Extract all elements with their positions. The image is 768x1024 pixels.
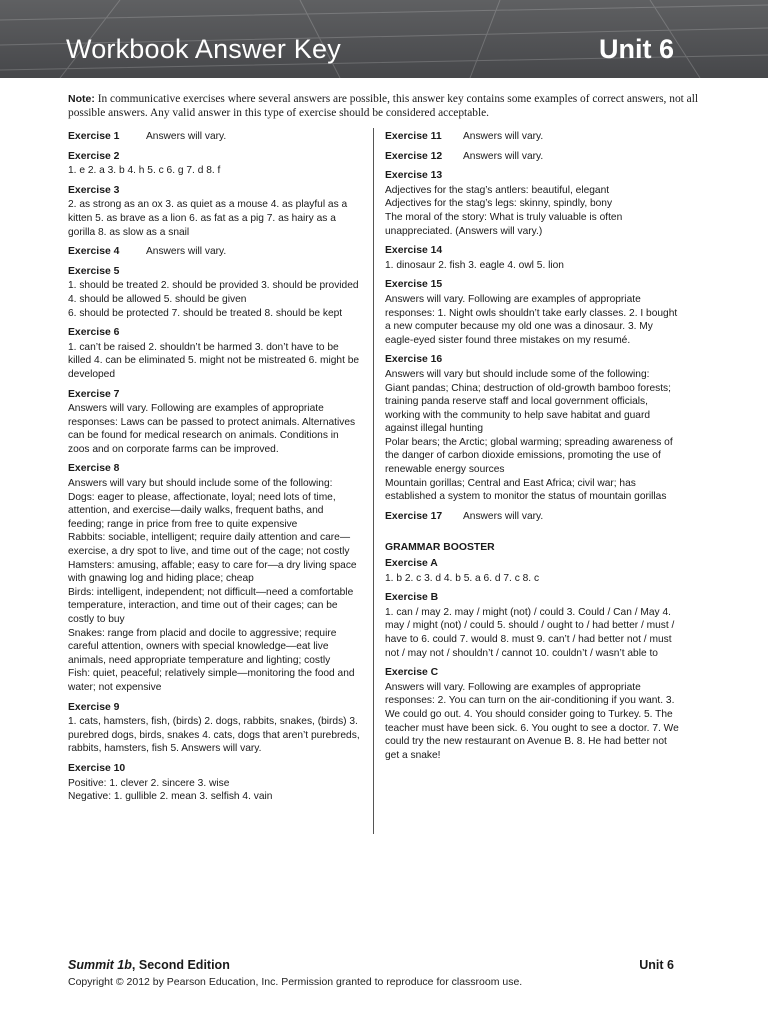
exercise-answer: Negative: 1. gullible 2. mean 3. selfish 4. vain <box>68 791 273 803</box>
note-label: Note: <box>68 93 95 105</box>
exercise-heading: Exercise B <box>385 592 439 604</box>
exercise-2 <box>68 150 362 178</box>
exercise-heading: Exercise 4 <box>68 246 120 258</box>
exercise-answer: Birds: intelligent, independent; not difficult—need a comfortable temperature, interaction, and time out of their cages; can be costly to buy <box>68 586 354 625</box>
exercise-heading: Exercise 7 <box>68 388 120 400</box>
exercise-12 <box>385 150 681 164</box>
exercise-heading: Exercise 9 <box>68 701 120 713</box>
exercise-answer: Answers will vary. <box>463 150 544 162</box>
note-paragraph <box>68 93 708 120</box>
exercise-5 <box>68 265 362 320</box>
exercise-16 <box>385 353 681 504</box>
note-text: In communicative exercises where several answers are possible, this answer key contains some examples of correct answers, not all possible answers. Any valid answer in this type of exercise should be considered acceptable. <box>68 93 699 119</box>
exercise-heading: Exercise A <box>385 558 438 570</box>
exercise-answer: Answers will vary. Following are examples of appropriate responses: Laws can be passed to protect animals. Alternatives can be found for medical research on animals. Conditions in zoos and on corporate farms can be improved. <box>68 403 356 455</box>
right-column <box>385 130 681 768</box>
exercise-answer: 2. as strong as an ox 3. as quiet as a mouse 4. as playful as a kitten 5. as brave as a lion 6. as fat as a pig 7. as hairy as a gorilla 8. as slow as a snail <box>68 199 348 238</box>
exercise-answer: Snakes: range from placid and docile to aggressive; require careful attention, owners with special knowledge—eat live animals, need appropriate temperature and lighting; costly <box>68 627 337 666</box>
exercise-answer: Answers will vary. Following are examples of appropriate responses: 2. You can turn on the air-conditioning if you want. 3. We could go out. 4. You should consider going to Turkey. 5. The teacher must have been sick. 6. You ought to see a doctor. 7. We could try the new restaurant on Avenue B. 8. He had better not get a snake! <box>385 681 679 761</box>
exercise-heading: Exercise 17 <box>385 510 443 522</box>
exercise-11 <box>385 130 681 144</box>
exercise-heading: Exercise 14 <box>385 245 443 257</box>
exercise-answer: Answers will vary. Following are examples of appropriate responses: 1. Night owls shouldn’t take early classes. 2. I bought a new computer because my old one was a dinosaur. 3. My eagle-eyed sister found three mistakes on my resumé. <box>385 293 678 346</box>
exercise-4 <box>68 245 362 259</box>
exercise-9 <box>68 701 362 756</box>
exercise-7 <box>68 388 362 457</box>
exercise-answer: Dogs: eager to please, affectionate, loyal; need lots of time, attention, and exercise—daily walks, frequent baths, and feeding; range in price from free to quite expensive <box>68 491 336 530</box>
exercise-17 <box>385 510 681 524</box>
exercise-c <box>385 666 681 762</box>
exercise-heading: Exercise 13 <box>385 170 443 182</box>
exercise-14 <box>385 244 681 272</box>
exercise-15 <box>385 278 681 347</box>
exercise-answer: Mountain gorillas; Central and East Africa; civil war; has established a system to monitor the status of mountain gorillas <box>385 477 667 503</box>
exercise-answer: Answers will vary but should include some of the following: <box>385 368 650 380</box>
left-column <box>68 130 362 810</box>
exercise-answer: 1. e 2. a 3. b 4. h 5. c 6. g 7. d 8. f <box>68 165 221 177</box>
unit-label: Unit 6 <box>598 34 674 64</box>
exercise-answer: 1. can / may 2. may / might (not) / could 3. Could / Can / May 4. may / might (not) / could 5. should / ought to / had better / must / have to 6. could 7. would 8. must 9. can’t / had better not / must not / may not / shouldn’t / cannot 10. couldn’t / wasn’t able to <box>385 606 675 659</box>
exercise-answer: Adjectives for the stag’s antlers: beautiful, elegant <box>385 184 610 196</box>
exercise-answer: Fish: quiet, peaceful; relatively simple—monitoring the food and water; not expensive <box>68 668 355 693</box>
exercise-heading: Exercise 12 <box>385 150 443 162</box>
exercise-1 <box>68 130 362 144</box>
exercise-answer: Polar bears; the Arctic; global warming; spreading awareness of the danger of carbon dioxide emissions, promoting the use of renewable energy sources <box>385 436 673 476</box>
exercise-answer: 6. should be protected 7. should be treated 8. should be kept <box>68 307 343 319</box>
book-edition: , Second Edition <box>131 958 230 972</box>
exercise-heading: Exercise 5 <box>68 265 120 277</box>
exercise-heading: Exercise C <box>385 667 439 679</box>
exercise-answer: Giant pandas; China; destruction of old-growth bamboo forests; training panda reserve staff and local government officials, working with the community to help save habitat and guard against illegal hunting <box>385 382 671 435</box>
exercise-answer: 1. b 2. c 3. d 4. b 5. a 6. d 7. c 8. c <box>385 572 540 584</box>
footer-unit: Unit 6 <box>639 958 674 972</box>
grammar-booster-title: GRAMMAR BOOSTER <box>385 542 495 554</box>
exercise-heading: Exercise 1 <box>68 131 120 142</box>
exercise-10 <box>68 762 362 804</box>
exercise-heading: Exercise 8 <box>68 463 120 475</box>
exercise-8 <box>68 462 362 694</box>
exercise-heading: Exercise 2 <box>68 150 120 162</box>
exercise-heading: Exercise 11 <box>385 131 442 142</box>
exercise-heading: Exercise 3 <box>68 184 120 196</box>
exercise-b <box>385 591 681 660</box>
exercise-6 <box>68 326 362 381</box>
exercise-answer: Answers will vary. <box>146 131 227 142</box>
exercise-heading: Exercise 15 <box>385 279 443 291</box>
book-name: Summit 1b <box>68 958 132 972</box>
exercise-answer: Rabbits: sociable, intelligent; require daily attention and care—exercise, a dry spot to live, and time out of the cage; not costly <box>68 532 351 558</box>
footer-book-title <box>68 958 230 972</box>
column-divider <box>373 128 374 834</box>
exercise-answer: 1. should be treated 2. should be provided 3. should be provided 4. should be allowed 5. should be given <box>68 280 359 305</box>
exercise-answer: Adjectives for the stag’s legs: skinny, spindly, bony <box>385 198 613 210</box>
exercise-answer: Answers will vary. <box>463 131 544 142</box>
copyright-notice: Copyright © 2012 by Pearson Education, Inc. Permission granted to reproduce for classroom use. <box>68 976 523 988</box>
exercise-heading: Exercise 16 <box>385 354 443 366</box>
exercise-answer: 1. dinosaur 2. fish 3. eagle 4. owl 5. lion <box>385 259 564 271</box>
page-header <box>0 0 768 78</box>
page-title: Workbook Answer Key <box>66 34 341 64</box>
exercise-heading: Exercise 10 <box>68 762 126 774</box>
exercise-answer: Positive: 1. clever 2. sincere 3. wise <box>68 777 230 789</box>
exercise-answer: 1. cats, hamsters, fish, (birds) 2. dogs, rabbits, snakes, (birds) 3. purebred dogs, birds, snakes 4. cats, dogs that aren’t purebreds, rabbits, hamsters, fish 5. Answers will vary. <box>68 716 360 755</box>
exercise-answer: Answers will vary. <box>146 246 227 258</box>
exercise-13 <box>385 169 681 238</box>
exercise-a <box>385 557 681 585</box>
exercise-answer: Answers will vary but should include some of the following: <box>68 478 333 490</box>
exercise-3 <box>68 184 362 239</box>
exercise-answer: Hamsters: amusing, affable; easy to care for—a dry living space with gnawing log and hiding place; cheap <box>68 559 357 585</box>
exercise-answer: The moral of the story: What is truly valuable is often unappreciated. (Answers will vary.) <box>385 211 623 237</box>
exercise-answer: Answers will vary. <box>463 510 544 522</box>
exercise-heading: Exercise 6 <box>68 327 120 339</box>
exercise-answer: 1. can’t be raised 2. shouldn’t be harmed 3. don’t have to be killed 4. can be eliminated 5. might not be mistreated 6. might be developed <box>68 341 360 380</box>
